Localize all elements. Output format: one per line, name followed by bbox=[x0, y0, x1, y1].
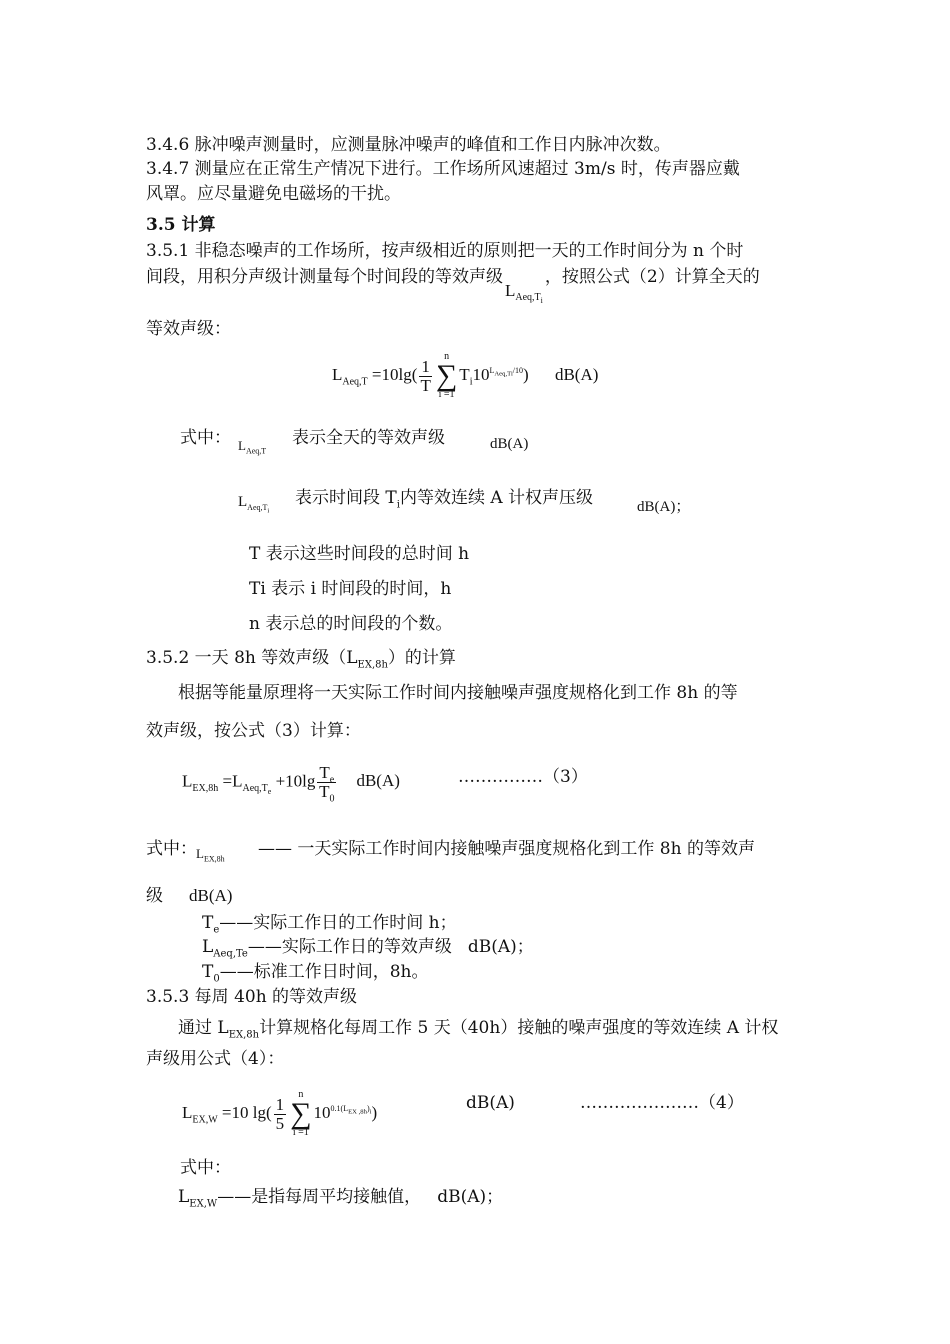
section-heading-3-5: 3.5 计算 bbox=[146, 215, 216, 235]
para-3-5-3: 3.5.3 每周 40h 的等效声级 bbox=[146, 987, 358, 1007]
def-laeqti-text: 表示时间段 $T_i$内等效连续 A 计权声压级 bbox=[295, 488, 594, 511]
para-3-5-2: 3.5.2 一天 8h 等效声级$(L_{EX,8h})$的计算 bbox=[146, 648, 456, 671]
where-label-3: 式中： bbox=[180, 1158, 231, 1178]
def-laeqti-unit: dB(A)； bbox=[637, 499, 691, 515]
para-3-4-7-cont: 风罩。应尽量避免电磁场的干扰。 bbox=[146, 184, 401, 204]
def-lex8h-symbol: $L_{EX,8h}$ bbox=[196, 846, 225, 864]
def-laeqt-symbol: $L_{Aeq,T}$ bbox=[238, 438, 267, 456]
formula-4: $L_{EX,W} =10$ lg( $\frac{1}{5}$ n ∑ i =1 $10^{0.1(L_{EX ,8h})_i}$) bbox=[182, 1089, 378, 1138]
def-laeqti-symbol: $L_{Aeq,T_i}$ bbox=[238, 494, 270, 515]
para-3-5-3-body-cont: 声级用公式（4）： bbox=[146, 1049, 285, 1069]
para-3-5-2-body: 根据等能量原理将一天实际工作时间内接触噪声强度规格化到工作 8h 的等 bbox=[178, 683, 738, 703]
para-3-4-6: 3.4.6 脉冲噪声测量时，应测量脉冲噪声的峰值和工作日内脉冲次数。 bbox=[146, 135, 671, 155]
formula-3-number: ……………（3） bbox=[458, 767, 588, 787]
formula-2: $L_{Aeq,T} =10\lg$( $\frac{1}{T}$ n ∑ i =1 $T_i10^{L_{Aeq,Ti}/10}$) dB(A) bbox=[332, 351, 599, 400]
def-lex8h-text: —— 一天实际工作时间内接触噪声强度规格化到工作 8h 的等效声 bbox=[258, 839, 755, 859]
def-Ti: Ti 表示 i 时间段的时间，h bbox=[249, 579, 452, 599]
def-T: T 表示这些时间段的总时间 h bbox=[249, 544, 470, 564]
def-lexw: $L_{EX,W}——$是指每周平均接触值， dB(A)； bbox=[178, 1187, 504, 1210]
para-3-5-1-cont2: 等效声级： bbox=[146, 319, 231, 339]
formula-4-number: …………………（4） bbox=[580, 1093, 744, 1113]
para-3-5-1: 3.5.1 非稳态噪声的工作场所，按声级相近的原则把一天的工作时间分为 n 个时 bbox=[146, 241, 744, 261]
where-label-2: 式中： bbox=[146, 839, 197, 859]
para-3-5-2-body-cont: 效声级，按公式（3）计算： bbox=[146, 721, 361, 741]
para-3-4-7: 3.4.7 测量应在正常生产情况下进行。工作场所风速超过 3m/s 时，传声器应戴 bbox=[146, 159, 740, 179]
def-laeqt-unit: dB(A) bbox=[490, 436, 529, 452]
para-3-5-1-cont: 间段，用积分声级计测量每个时间段的等效声级$L_{Aeq,T_i}$，按照公式（2）计算全天的 bbox=[146, 267, 760, 306]
def-laeqte: $L_{Aeq,Te}——$实际工作日的等效声级 dB(A)； bbox=[202, 937, 534, 960]
formula-3: $L_{EX,8h} =L_{Aeq,T_e} +10\lg$ $\frac{T_e}{T_0}$ dB(A) bbox=[182, 763, 400, 805]
where-label-1: 式中： bbox=[180, 428, 231, 448]
def-T0: $T_0——$标准工作日时间，8h。 bbox=[202, 962, 429, 985]
formula-4-unit: dB(A) bbox=[466, 1093, 515, 1113]
def-Te: $T_e——$实际工作日的工作时间 h； bbox=[202, 913, 457, 936]
def-n: n 表示总的时间段的个数。 bbox=[249, 614, 453, 634]
para-3-5-3-body: 通过 $L_{EX,8h}$计算规格化每周工作 5 天（40h）接触的噪声强度的等效连续 A 计权 bbox=[178, 1018, 779, 1041]
def-lex8h-text-cont: 级 dB(A) bbox=[146, 886, 233, 906]
def-laeqt-text: 表示全天的等效声级 bbox=[292, 428, 445, 448]
